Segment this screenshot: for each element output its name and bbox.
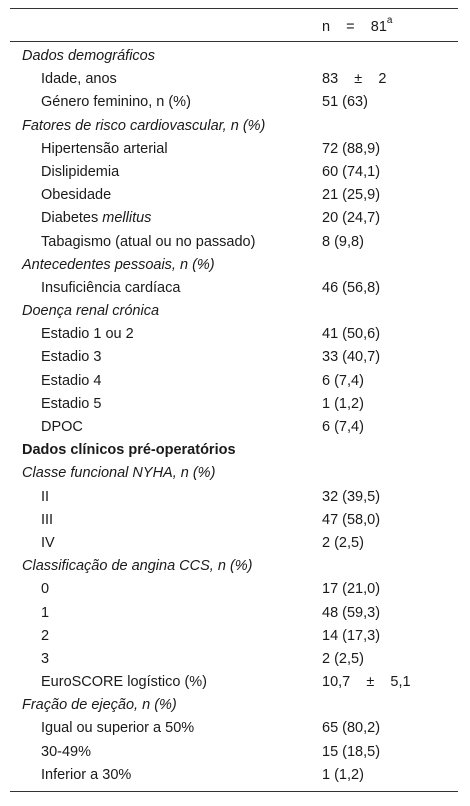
row-label [22,694,177,717]
sample-size-header [322,17,392,35]
row-label [22,45,155,68]
row-value: 1 (1,2) [322,395,364,412]
row-value: 6 (7,4) [322,419,364,435]
section-heading [10,439,458,462]
row-label-text: Fração de ejeção, n (%) [22,697,177,714]
row-label-text: 30-49% [41,743,91,760]
row-label-text: Classificação de angina CCS, n (%) [22,558,253,575]
row-label-text: Antecedentes pessoais, n (%) [22,256,215,273]
row-label-text: Idade, anos [41,71,117,88]
row-label [41,764,131,787]
row-value: 72 (88,9) [322,140,381,157]
row-label-text: Estadio 1 ou 2 [41,326,134,343]
row-label [41,184,111,207]
row-label-text: 0 [41,581,50,598]
row-label-text: Classe funcional NYHA, n (%) [22,465,216,482]
row-value: 10,7 ± 5,1 [322,674,411,691]
row-value: 1 (1,2) [322,766,364,783]
table-row [10,717,458,740]
row-label-text: Insuficiência cardíaca [41,279,181,296]
row-value: 48 (59,3) [322,604,381,621]
row-label [41,393,101,416]
row-label-text: III [41,511,54,528]
table-row [10,416,458,439]
row-label-text: Tabagismo (atual ou no passado) [41,233,256,250]
subsection-heading [10,254,458,277]
row-value: 21 (25,9) [322,187,381,204]
table-header [10,9,458,42]
row-label-text: Inferior a 30% [41,766,132,783]
row-label-text: Estadio 5 [41,395,102,412]
row-label-text: 3 [41,650,50,667]
row-label-text: EuroSCORE logístico (%) [41,674,207,691]
table-row [10,138,458,161]
subsection-heading [10,300,458,323]
row-label-text: Género feminino, n (%) [41,94,191,111]
row-value: 17 (21,0) [322,581,381,598]
table-row [10,764,458,787]
row-label-text: II [41,488,50,505]
table-row [10,323,458,346]
row-label-text: Dados demográficos [22,48,155,64]
row-label-text: DPOC [41,419,83,435]
table-row [10,277,458,300]
row-value: 8 (9,8) [322,233,364,250]
row-value: 60 (74,1) [322,163,381,180]
table-row [10,486,458,509]
row-label [41,416,83,439]
row-label [41,717,194,740]
table-body [10,42,458,791]
row-label-text: Fatores de risco cardiovascular, n (%) [22,117,266,134]
row-label [41,671,207,694]
table-row [10,509,458,532]
subsection-heading [10,555,458,578]
table-row [10,161,458,184]
row-label-text: Estadio 3 [41,349,102,366]
row-value: 20 (24,7) [322,210,381,227]
row-label-text: Igual ou superior a 50% [41,720,195,737]
row-label [41,323,134,346]
row-label-text: 2 [41,627,50,644]
row-value: 2 (2,5) [322,650,364,667]
row-label [41,161,119,184]
row-value: 83 ± 2 [322,71,387,88]
table-row [10,532,458,555]
table-row [10,578,458,601]
row-value: 32 (39,5) [322,488,381,505]
row-label [41,741,91,764]
table-row [10,602,458,625]
row-label [41,625,49,648]
table-row [10,648,458,671]
row-label-text: Hipertensão arterial [41,140,168,157]
table-row [10,68,458,91]
row-value: 47 (58,0) [322,511,381,528]
row-value: 6 (7,4) [322,372,364,389]
row-label-text: Obesidade [41,187,112,204]
footnote-marker: a [386,15,393,26]
row-label-text: Diabetes [41,210,103,227]
row-value: 51 (63) [322,94,368,111]
row-label [41,602,49,625]
row-label-text: IV [41,534,55,551]
row-label [41,346,101,369]
row-value: 2 (2,5) [322,534,364,551]
table-row [10,184,458,207]
row-label-text: Doença renal crónica [22,303,160,320]
row-label [41,486,49,509]
table-row [10,370,458,393]
row-label [41,138,168,161]
row-value: 33 (40,7) [322,349,381,366]
sample-size-text: n = 81 [322,18,387,35]
row-value: 41 (50,6) [322,326,381,343]
row-value: 15 (18,5) [322,743,381,760]
row-label [41,231,255,254]
row-label [41,578,49,601]
row-label [22,115,265,138]
table-row [10,671,458,694]
row-label [22,300,159,323]
table-row [10,741,458,764]
row-label-italic: mellitus [102,210,152,227]
table-row [10,207,458,230]
row-value: 14 (17,3) [322,627,381,644]
row-label [41,207,151,230]
row-label [22,254,215,277]
row-label-text: 1 [41,604,50,621]
row-label-text: Dados clínicos pré-operatórios [22,442,236,459]
row-label [41,532,55,555]
row-label [41,509,53,532]
table-row [10,393,458,416]
row-label [41,648,49,671]
row-value: 65 (80,2) [322,720,381,737]
table-row [10,91,458,114]
subsection-heading [10,115,458,138]
row-label [41,68,117,91]
subsection-heading [10,694,458,717]
table-row [10,231,458,254]
row-label-text: Dislipidemia [41,163,120,180]
row-label [41,370,101,393]
row-label-text: Estadio 4 [41,372,102,389]
baseline-characteristics-table [10,8,458,792]
row-label [22,462,215,485]
row-label [41,277,180,300]
row-value: 46 (56,8) [322,279,381,296]
table-row [10,346,458,369]
table-row [10,625,458,648]
row-label [41,91,191,114]
subsection-heading [10,45,458,68]
row-label [22,555,253,578]
row-label [22,439,236,462]
subsection-heading [10,462,458,485]
